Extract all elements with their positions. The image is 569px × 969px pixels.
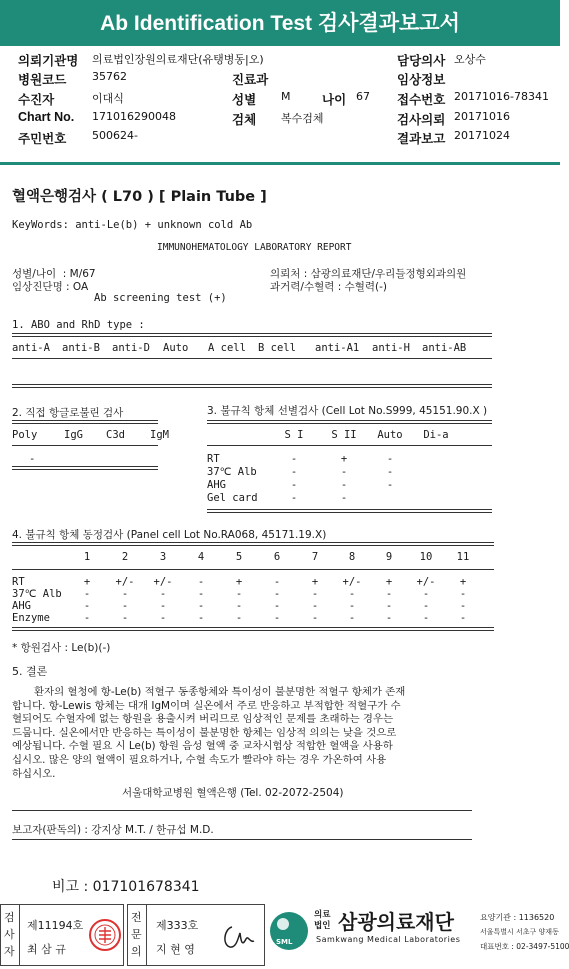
reporter-rule-top: [12, 810, 472, 811]
abo-header-0: anti-A: [12, 342, 50, 354]
panel-cell: -: [121, 612, 129, 624]
abo-header-4: A cell: [208, 342, 246, 354]
antigen-result: * 항원검사 : Le(b)(-): [12, 642, 111, 654]
panel-cell: -: [83, 600, 91, 612]
dat-rule-mid: [12, 445, 158, 446]
sml-logo-text: SML: [276, 938, 293, 946]
examiner-name: 최 삼 규: [27, 943, 66, 956]
screen-cell: -: [340, 492, 348, 504]
dat-header-2: C3d: [106, 429, 125, 441]
examiner-box: [0, 904, 124, 966]
screen-rule-bottom: [207, 509, 492, 513]
dat-rule-bottom: [12, 466, 158, 470]
panel-cell: +: [83, 576, 91, 588]
section-title: 혈액은행검사 ( L70 ) [ Plain Tube ]: [12, 189, 267, 205]
panel-cell: +/-: [153, 576, 173, 588]
dat-rule-top: [12, 420, 158, 424]
specimen-value: 복수검체: [281, 112, 324, 125]
screen-row-label: AHG: [207, 479, 226, 491]
abo-rule-mid: [12, 358, 492, 359]
screen-header-2: Auto: [377, 429, 403, 441]
dat-title: 2. 직접 항글로불린 검사: [12, 407, 124, 419]
panel-row-label: AHG: [12, 600, 31, 612]
panel-rule-bottom: [12, 627, 494, 631]
panel-header-5: 6: [273, 551, 281, 563]
org-english: Samkwang Medical Laboratories: [316, 935, 461, 944]
info-row-chart: [0, 110, 560, 128]
lab-report-title: IMMUNOHEMATOLOGY LABORATORY REPORT: [157, 242, 352, 253]
patient-label: 수진자: [18, 93, 55, 107]
doctor-number: 제333호: [156, 919, 199, 932]
panel-rule-mid: [12, 569, 494, 570]
org-address: 서울특별시 서초구 양재동: [480, 928, 559, 936]
org-name: 삼광의료재단: [338, 910, 454, 934]
panel-cell: -: [197, 588, 205, 600]
panel-header-9: 10: [419, 551, 433, 563]
panel-cell: -: [273, 588, 281, 600]
screen-cell: -: [290, 466, 298, 478]
request-label: 검사의뢰: [397, 113, 446, 127]
panel-cell: +/-: [416, 576, 436, 588]
abo-rule-top: [12, 333, 492, 337]
screen-cell: -: [386, 479, 394, 491]
chart-label: Chart No.: [18, 110, 75, 124]
panel-cell: -: [459, 600, 467, 612]
patient-value: 이대식: [92, 92, 124, 105]
panel-cell: -: [235, 612, 243, 624]
screen-row-label: Gel card: [207, 492, 258, 504]
panel-header-1: 2: [121, 551, 129, 563]
panel-cell: -: [235, 588, 243, 600]
age-value: 67: [356, 90, 370, 103]
examiner-label: 검사자: [4, 911, 15, 958]
panel-cell: -: [459, 588, 467, 600]
panel-cell: -: [459, 612, 467, 624]
conclusion-line: 십시오. 많은 양의 혈액이 필요하거나, 수혈 속도가 빨라야 하는 경우 가온하여 사용: [12, 754, 387, 766]
doctor-divider: [146, 905, 147, 965]
abo-header-5: B cell: [258, 342, 296, 354]
doctor-signature: [220, 919, 260, 955]
reception-value: 20171016-78341: [454, 90, 549, 103]
abo-header-3: Auto: [163, 342, 189, 354]
institution-label: 의뢰기관명: [18, 54, 79, 68]
panel-row-label: 37℃ Alb: [12, 588, 62, 600]
info-row-patient: [0, 90, 560, 108]
doctor-sign-label: 전문의: [131, 911, 142, 958]
report-title-banner: Ab Identification Test 검사결과보고서: [0, 0, 560, 46]
panel-header-10: 11: [456, 551, 470, 563]
panel-header-2: 3: [159, 551, 167, 563]
panel-cell: -: [311, 600, 319, 612]
screen-title: 3. 불규칙 항체 선별검사 (Cell Lot No.S999, 45151.90.X ): [207, 405, 488, 417]
panel-cell: -: [422, 612, 430, 624]
examiner-stamp: [89, 919, 121, 951]
panel-header-0: 1: [83, 551, 91, 563]
specimen-label: 검체: [232, 113, 257, 127]
report-date-label: 결과보고: [397, 132, 446, 146]
panel-cell: -: [121, 588, 129, 600]
panel-cell: -: [422, 588, 430, 600]
doctor-value: 오상수: [454, 53, 486, 66]
dat-header-3: IgM: [150, 429, 169, 441]
examiner-number: 제11194호: [27, 919, 84, 932]
panel-cell: -: [385, 588, 393, 600]
panel-header-4: 5: [235, 551, 243, 563]
report-date-value: 20171024: [454, 129, 510, 142]
keywords: KeyWords: anti-Le(b) + unknown cold Ab: [12, 219, 253, 231]
screen-rule-top: [207, 420, 492, 424]
panel-cell: -: [385, 600, 393, 612]
panel-cell: -: [83, 612, 91, 624]
panel-cell: -: [121, 600, 129, 612]
requester-line: 의뢰처 : 삼광의료재단/우리들정형외과의원: [270, 268, 467, 280]
panel-cell: -: [197, 576, 205, 588]
conclusion-line: 예상됩니다. 수혈 필요 시 Le(b) 항원 음성 혈액 중 교차시험상 적합한 혈액을 사용하: [12, 740, 393, 753]
abo-header-7: anti-H: [372, 342, 410, 354]
panel-cell: -: [83, 588, 91, 600]
conclusion-line: 하십시오.: [12, 767, 56, 780]
reporter: 보고자(판독의) : 강지상 M.T. / 한규섭 M.D.: [12, 824, 214, 836]
panel-rule-top: [12, 542, 494, 546]
institution-value: 의료법인장원의료재단(유탱병동|오): [92, 53, 264, 66]
history-line: 과거력/수혈력 : 수혈력(-): [270, 281, 388, 293]
reception-label: 접수번호: [397, 93, 446, 107]
screen-cell: +: [340, 453, 348, 465]
panel-cell: +/-: [115, 576, 135, 588]
conclusion-line: 드뭅니다. 실온에서만 반응하는 특이성이 불분명한 항체는 임상적 의의는 낮을 것으로: [12, 726, 397, 739]
note: 비고 : 017101678341: [52, 879, 200, 895]
panel-header-7: 8: [348, 551, 356, 563]
screen-cell: -: [386, 466, 394, 478]
panel-cell: -: [348, 588, 356, 600]
info-row-institution: [0, 51, 560, 69]
request-value: 20171016: [454, 110, 510, 123]
doctor-name: 지 현 영: [156, 943, 195, 956]
conclusion-line: 합니다. 항-Lewis 항체는 대개 IgM이며 실온에서 주로 반응하고 부적합한 적혈구가 수: [12, 699, 401, 712]
panel-row-label: Enzyme: [12, 612, 50, 624]
panel-cell: -: [422, 600, 430, 612]
abo-header-6: anti-A1: [315, 342, 360, 354]
panel-title: 4. 불규칙 항체 동정검사 (Panel cell Lot No.RA068, 45171.19.X): [12, 529, 327, 541]
panel-cell: -: [159, 612, 167, 624]
hospital-code-value: 35762: [92, 70, 127, 83]
panel-cell: +: [459, 576, 467, 588]
chart-value: 171016290048: [92, 110, 176, 123]
abo-header-1: anti-B: [62, 342, 100, 354]
screen-cell: -: [290, 492, 298, 504]
patient-info-panel: [0, 46, 560, 164]
age-label: 나이: [322, 93, 347, 107]
reception-phone: 요양기관 : 1136520: [480, 913, 555, 922]
reporter-rule-bottom: [12, 839, 472, 840]
panel-row-label: RT: [12, 576, 25, 588]
clinical-info-label: 임상정보: [397, 73, 446, 87]
panel-cell: -: [348, 600, 356, 612]
dat-header-0: Poly: [12, 429, 38, 441]
panel-header-3: 4: [197, 551, 205, 563]
report-body: [0, 165, 560, 900]
rrn-value: 500624-: [92, 129, 138, 142]
panel-cell: +: [311, 576, 319, 588]
dat-header-1: IgG: [64, 429, 83, 441]
info-row-rrn: [0, 129, 560, 147]
panel-cell: -: [197, 612, 205, 624]
panel-cell: -: [159, 588, 167, 600]
doctor-box: [127, 904, 265, 966]
conclusion-title: 5. 결론: [12, 665, 48, 678]
screen-header-3: Di-a: [423, 429, 449, 441]
lab-name: 서울대학교병원 혈액은행 (Tel. 02-2072-2504): [122, 787, 344, 799]
diagnosis-line: 임상진단명 : OA: [12, 281, 89, 293]
abo-header-2: anti-D: [112, 342, 150, 354]
sex-value: M: [281, 90, 291, 103]
screen-rule-mid: [207, 445, 492, 446]
sml-logo-icon: [268, 910, 310, 952]
panel-cell: -: [235, 600, 243, 612]
panel-cell: -: [348, 612, 356, 624]
panel-cell: -: [273, 576, 281, 588]
screen-row-label: RT: [207, 453, 220, 465]
sex-label: 성별: [232, 93, 257, 107]
org-type: 의료 법인: [314, 910, 331, 931]
panel-header-6: 7: [311, 551, 319, 563]
screen-cell: -: [340, 479, 348, 491]
panel-cell: +/-: [342, 576, 362, 588]
screen-header-1: S II: [331, 429, 357, 441]
sex-age-line: 성별/나이 : M/67: [12, 268, 96, 280]
hospital-code-label: 병원코드: [18, 73, 67, 87]
panel-cell: -: [385, 612, 393, 624]
panel-cell: +: [235, 576, 243, 588]
screen-cell: -: [386, 453, 394, 465]
panel-cell: -: [311, 612, 319, 624]
main-phone: 대표번호 : 02-3497-5100: [480, 942, 569, 951]
panel-cell: -: [311, 588, 319, 600]
conclusion-line: 혈되어도 수혈자에 없는 항원을 용출시켜 버리므로 임상적인 문제를 초래하는 경우는: [12, 713, 394, 726]
panel-cell: +: [385, 576, 393, 588]
info-row-hospital-code: [0, 70, 560, 88]
footer-signatures: [0, 904, 569, 969]
screen-cell: -: [290, 479, 298, 491]
screen-cell: -: [340, 466, 348, 478]
rrn-label: 주민번호: [18, 132, 67, 146]
panel-header-8: 9: [385, 551, 393, 563]
examiner-divider: [19, 905, 20, 965]
abo-title: 1. ABO and RhD type :: [12, 319, 145, 331]
abo-rule-bottom: [12, 384, 492, 388]
conclusion-line: 환자의 혈청에 항-Le(b) 적혈구 동종항체와 특이성이 불분명한 적혈구 항체가 존재: [34, 686, 406, 698]
screen-header-0: S I: [284, 429, 304, 441]
dept-label: 진료과: [232, 73, 269, 87]
panel-cell: -: [159, 600, 167, 612]
diagnosis-value2: Ab screening test (+): [94, 292, 227, 304]
screen-cell: -: [290, 453, 298, 465]
abo-header-8: anti-AB: [422, 342, 467, 354]
screen-row-label: 37℃ Alb: [207, 466, 257, 478]
doctor-label: 담당의사: [397, 54, 446, 68]
dat-value: -: [29, 453, 36, 465]
panel-cell: -: [273, 600, 281, 612]
panel-cell: -: [273, 612, 281, 624]
panel-cell: -: [197, 600, 205, 612]
